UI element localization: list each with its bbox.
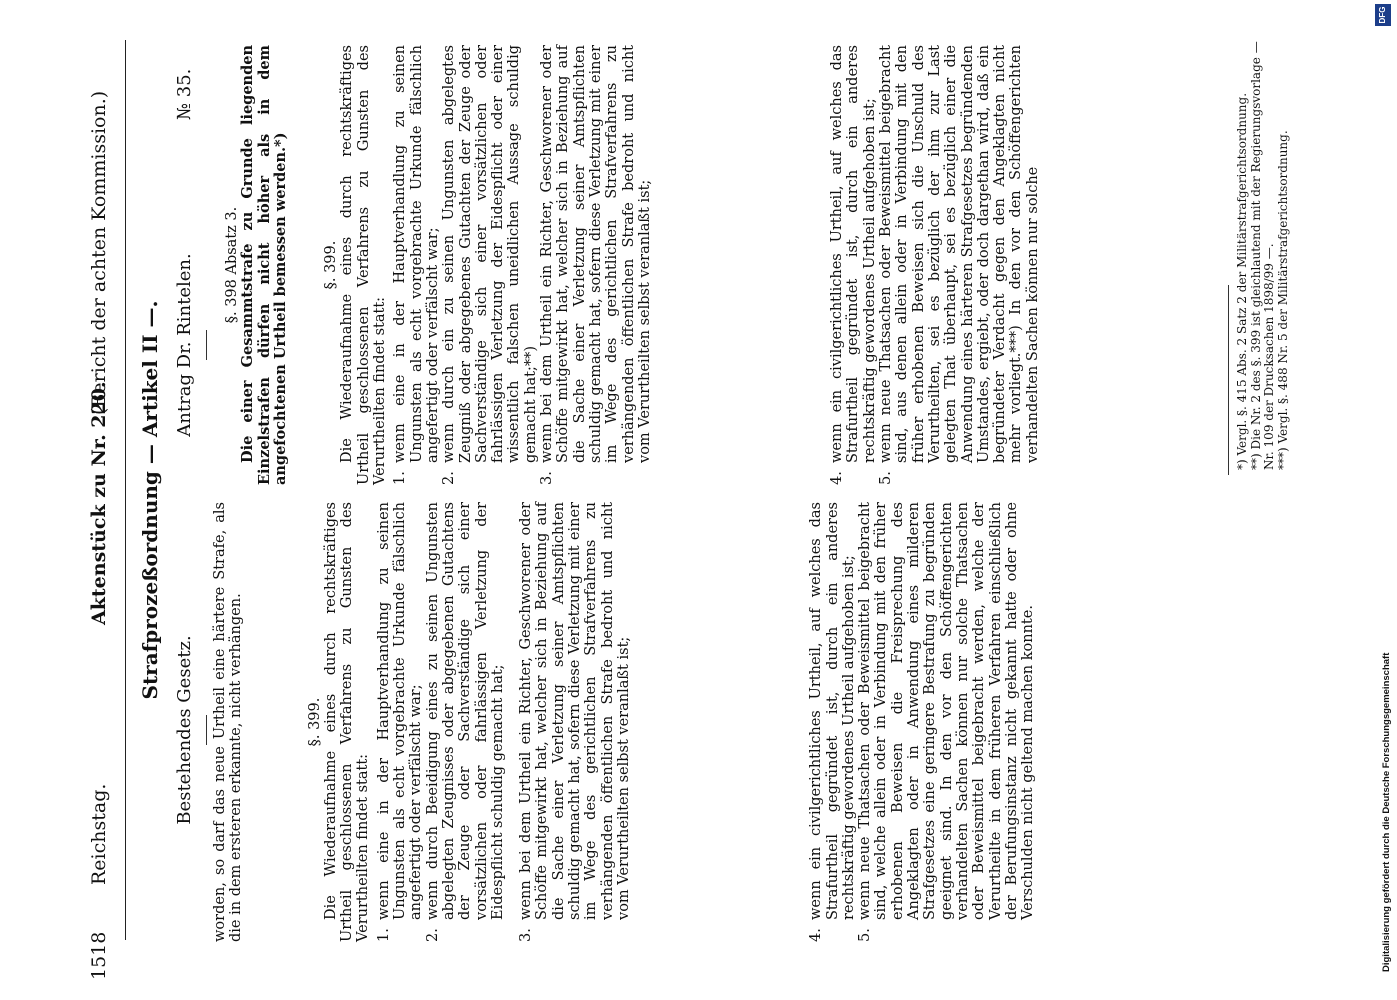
dfg-logo: DFG (1375, 4, 1391, 26)
list-item: 5. wenn neue Thatsachen oder Beweismittel beigebracht sind, welche allein oder in Verbindung mit den früher erhobenen Beweisen die Freisprechung des Angeklagten oder in Anwendung eines milderen Strafgesetzes eine geringere Bestrafung zu begründen geeignet sind. In den vor den Schöffengerichten verhandelten Sachen können nur solche Thatsachen oder Beweismittel beigebracht werden, welche der Verurtheilte in dem früheren Verfahren einschließlich der Berufungsinstanz nicht gekannt hatte oder ohne Verschulden nicht geltend machen konnte. (857, 502, 1037, 942)
list-item: 2. wenn durch Beeidigung eines zu seinen Ungunsten abgelegten Zeugnisses oder abgegebenen Gutachtens der Zeuge oder Sachverständige sich einer vorsätzlichen oder fahrlässigen Verletzung der Eidespflicht schuldig gemacht hat; (424, 502, 506, 942)
right-paragraph-number: §. 399. (323, 240, 340, 290)
left-paragraph-intro: Die Wiederaufnahme eines durch rechtskräftiges Urtheil geschlossenen Verfahrens zu Gunsten des Verurtheilten findet statt: (322, 502, 372, 942)
list-item: 1. wenn eine in der Hauptverhandlung zu seinen Ungunsten als echt vorgebrachte Urkunde fälschlich angefertigt oder verfälscht war; (375, 502, 425, 942)
right-paragraph-a-text: Die einer Gesammtstrafe zu Grunde liegenden Einzelstrafen dürfen nicht höher als in dem angefochtenen Urtheil bemessen werden.*) (239, 45, 289, 485)
section-title: Strafprozeßordnung — Artikel II —. (138, 300, 162, 700)
list-item: 3. wenn bei dem Urtheil ein Richter, Geschworener oder Schöffe mitgewirkt hat, welcher sich in Beziehung auf die Sache einer Verletzung seiner Amtspflichten schuldig gemacht hat, sofern diese Verletzung mit einer im Wege des gerichtlichen Strafverfahrens zu verhängenden öffentlichen Strafe bedroht und nicht vom Verurtheilten selbst veranlaßt ist; (539, 45, 653, 485)
list-item: 3. wenn bei dem Urtheil ein Richter, Geschworener oder Schöffe mitgewirkt hat, welcher sich in Beziehung auf die Sache einer Verletzung seiner Amtspflichten schuldig gemacht hat, sofern diese Verletzung mit einer im Wege des gerichtlichen Strafverfahrens zu verhängenden öffentlichen Strafe bedroht und nicht vom Verurtheilten selbst veranlaßt ist; (518, 502, 632, 942)
page-header (88, 20, 118, 980)
right-column (212, 45, 1041, 485)
right-column-heading: Antrag Dr. Rintelen. (174, 253, 195, 437)
proposal-number: № 35. (174, 68, 195, 120)
list-item: 4. wenn ein civilgerichtliches Urtheil, auf welches das Strafurtheil gegründet ist, durch ein anderes rechtskräftig gewordenes Urtheil aufgehoben ist; (808, 502, 857, 942)
footnote: *) Vergl. §. 415 Abs. 2 Satz 2 der Militärstrafgerichtsordnung. (1235, 92, 1249, 470)
header-title: Aktenstück zu Nr. 220. (88, 381, 110, 625)
list-item: 2. wenn durch ein zu seinen Ungunsten abgelegtes Zeugniß oder abgegebenes Gutachten der Zeuge oder Sachverständige sich einer vorsätzlichen oder fahrlässigen Verletzung der Eidespflicht oder einer wissentlich falschen uneidlichen Aussage schuldig gemacht hat;**) (441, 45, 539, 485)
right-paragraph-a-number: §. 398 Absatz 3. (224, 206, 240, 324)
list-item: 4. wenn ein civilgerichtliches Urtheil, auf welches das Strafurtheil gegründet ist, durch ein anderes rechtskräftig gewordenes Urtheil aufgehoben ist; (829, 45, 878, 485)
page-number: 1518 (88, 931, 110, 980)
digitization-credit: Digitalisierung gefördert durch die Deutsche Forschungsgemeinschaft (1381, 652, 1392, 972)
header-rule (125, 40, 126, 940)
left-column-heading: Bestehendes Gesetz. (174, 635, 195, 825)
footnote-rule (1228, 285, 1229, 475)
list-item: 5. wenn neue Thatsachen oder Beweismittel beigebracht sind, aus denen allein oder in Verbindung mit den früher erhobenen Beweisen sich die Unschuld des Verurtheilten, sei es bezüglich der ihm zur Last gelegten That überhaupt, sei es bezüglich einer die Anwendung eines härteren Strafgesetzes begründenden Umstandes, ergiebt, oder doch dargethan wird, daß ein begründeter Verdacht gegen den Angeklagten nicht mehr vorliegt.***) In den vor den Schöffengerichten verhandelten Sachen können nur solche (878, 45, 1041, 485)
right-paragraph-intro: Die Wiederaufnahme eines durch rechtskräftiges Urtheil geschlossenen Verfahrens zu Gunsten des Verurtheilten findet statt: (339, 45, 389, 485)
header-subtitle: (Bericht der achten Kommission.) (88, 90, 110, 415)
list-item: 1. wenn eine in der Hauptverhandlung zu seinen Ungunsten als echt vorgebrachte Urkunde fälschlich angefertigt oder verfälscht war; (392, 45, 441, 485)
left-paragraph-number: §. 399. (306, 697, 323, 747)
footnote: **) Die Nr. 2 des §. 399 ist gleichlautend mit der Regierungsvorlage — Nr. 109 der Drucksachen 1898/99 —. (1248, 41, 1276, 470)
header-left: Reichstag. (88, 783, 110, 885)
heading-underline-right (206, 330, 207, 360)
left-intro-text: worden, so darf das neue Urtheil eine härtere Strafe, als die in dem ersteren erkannte, nicht verhängen. (212, 502, 245, 942)
footnote: ***) Vergl. §. 488 Nr. 5 der Militärstrafgerichtsordnung. (1275, 130, 1290, 470)
left-column (212, 502, 1036, 942)
footnotes (1236, 40, 1290, 470)
heading-underline-left (206, 715, 207, 745)
